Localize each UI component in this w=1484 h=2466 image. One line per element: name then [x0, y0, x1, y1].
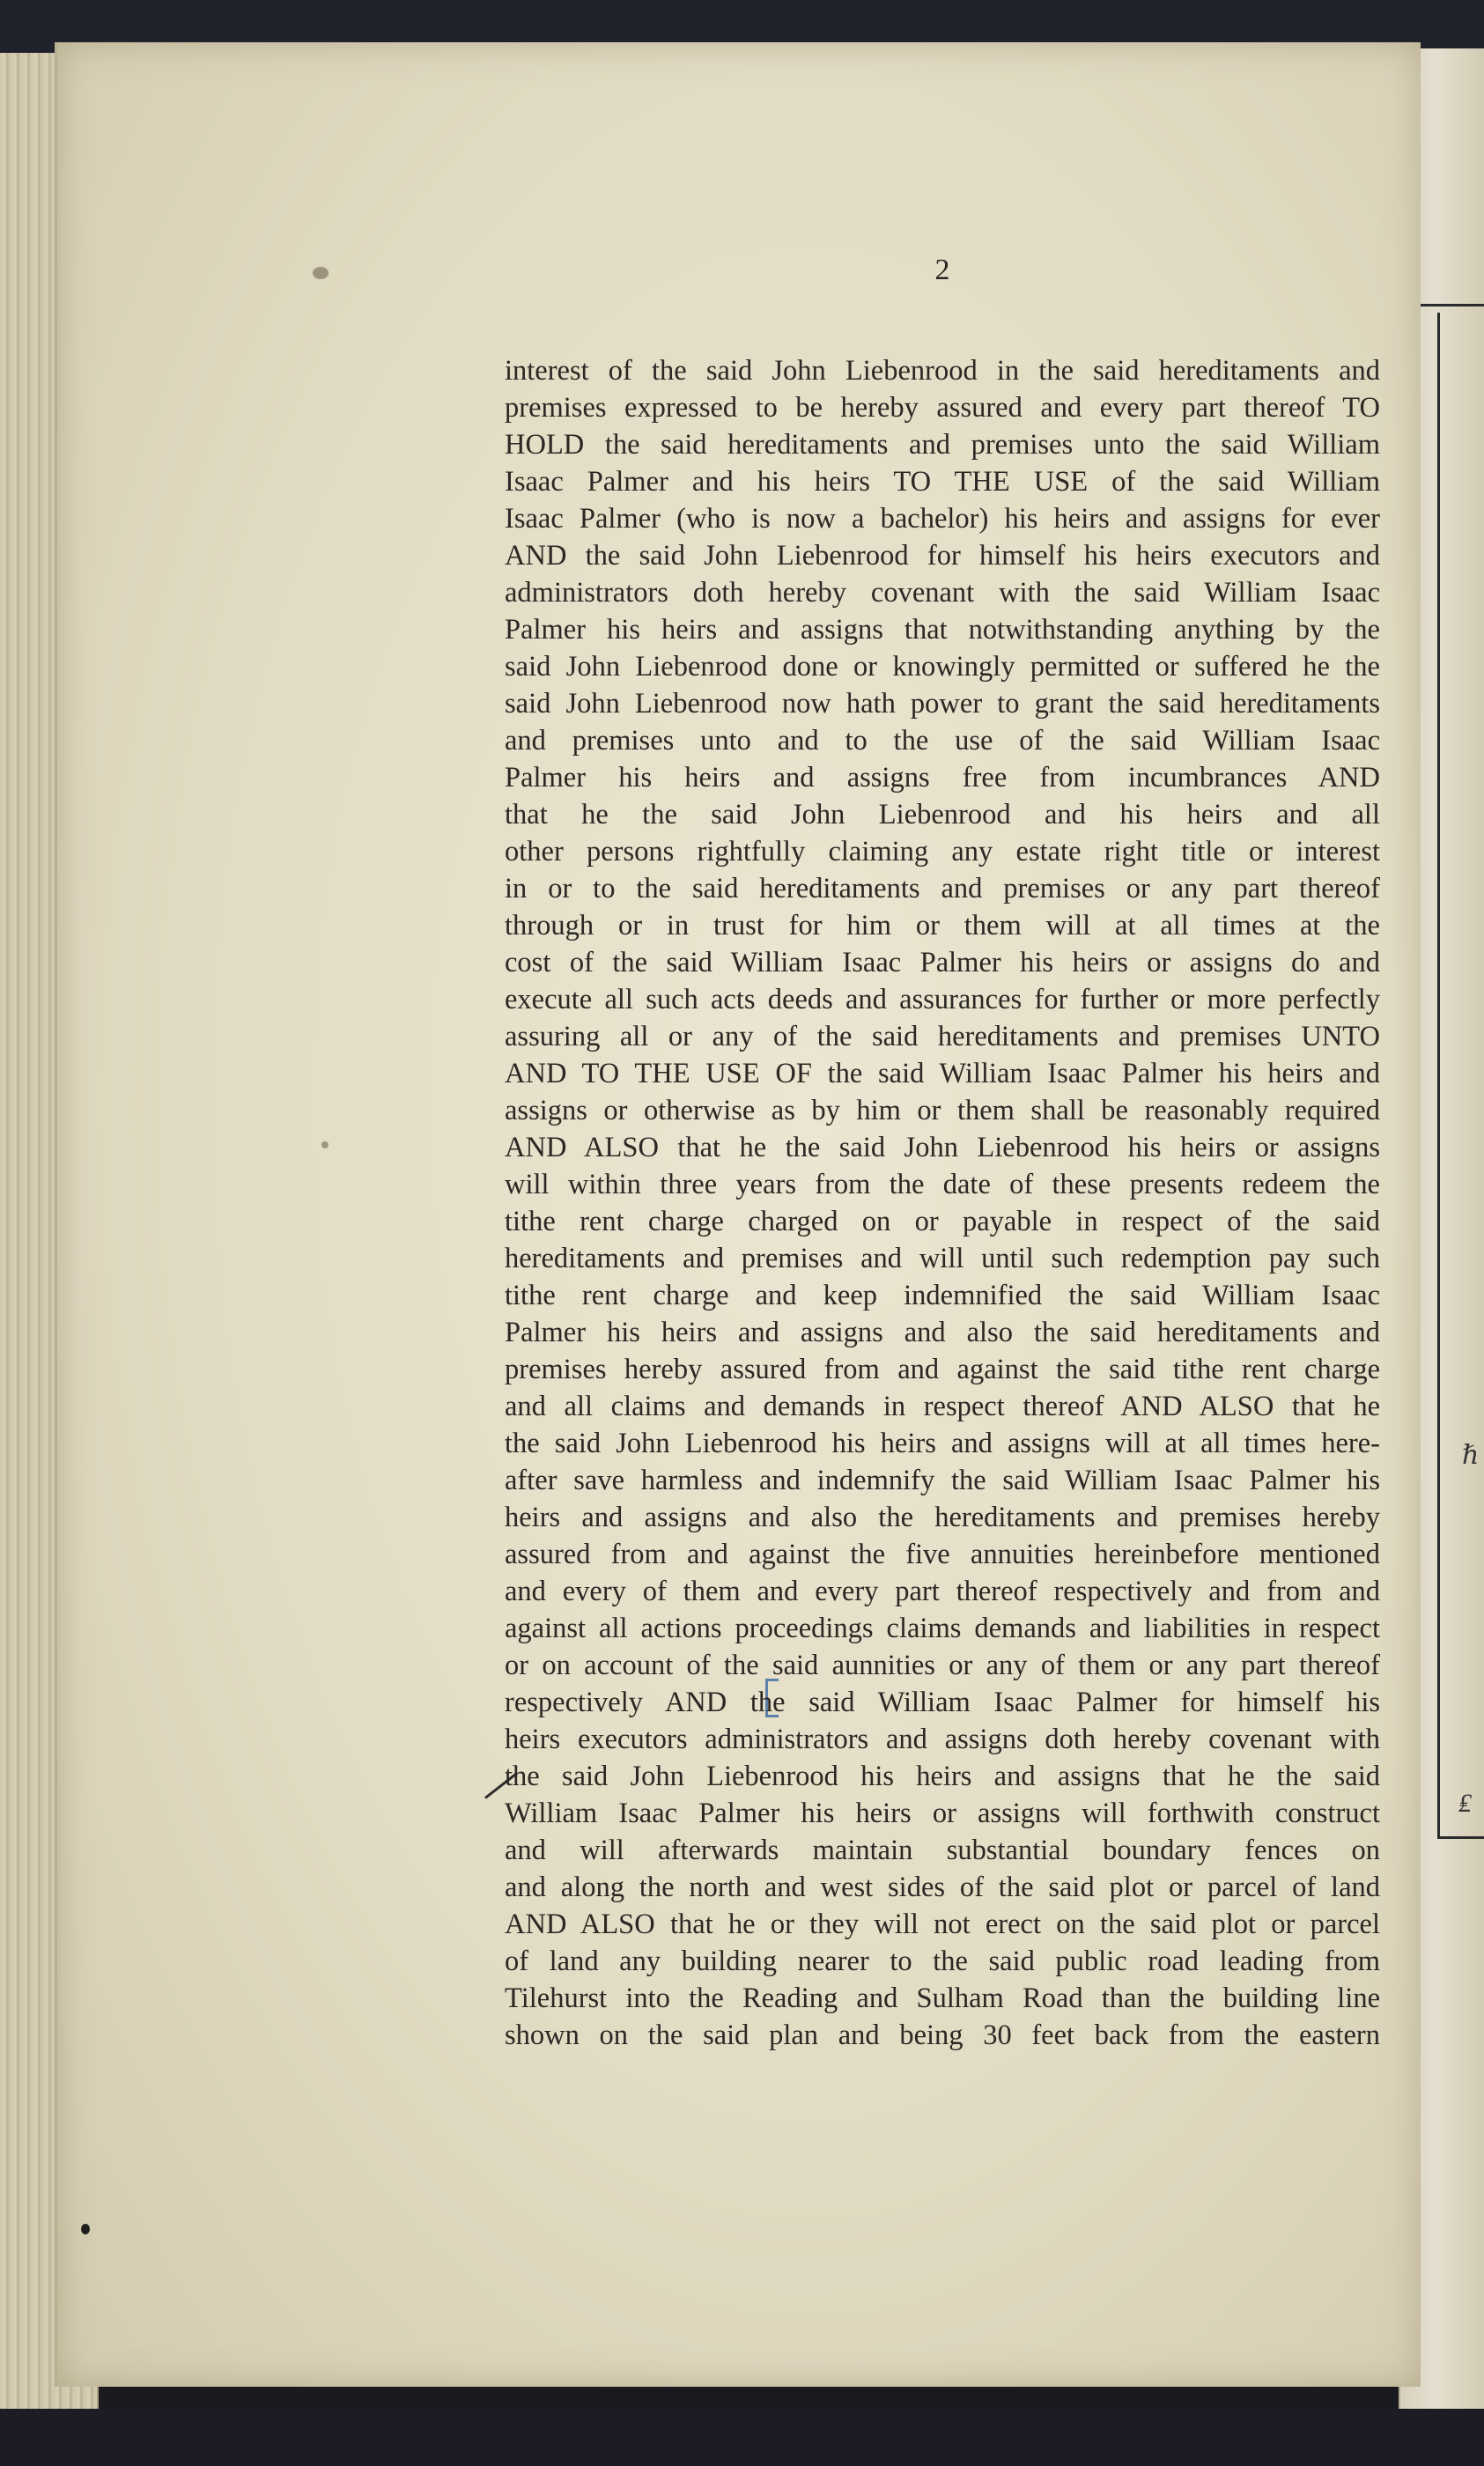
text-line: shown on the said plan and being 30 feet back from the eastern	[505, 2019, 1380, 2051]
text-line: in or to the said hereditaments and premises or any part thereof	[505, 873, 1380, 904]
text-line: against all actions proceedings claims demands and liabilities in respect	[505, 1613, 1380, 1644]
text-line: the said John Liebenrood his heirs and assigns that he the said	[505, 1761, 1380, 1792]
ink-smudge	[321, 1141, 329, 1148]
plan-handwritten-mark: ℏ	[1462, 1440, 1480, 1471]
text-line: or on account of the said aunnities or any of them or any part thereof	[505, 1650, 1380, 1681]
plan-handwritten-mark: ₤	[1458, 1788, 1472, 1819]
text-line: Tilehurst into the Reading and Sulham Road than the building line	[505, 1982, 1380, 2014]
text-line: interest of the said John Liebenrood in the said hereditaments and	[505, 355, 1380, 387]
text-line: respectively AND the said William Isaac Palmer for himself his	[505, 1687, 1380, 1718]
text-line: premises expressed to be hereby assured and every part thereof TO	[505, 392, 1380, 424]
text-line: premises hereby assured from and against the said tithe rent charge	[505, 1354, 1380, 1385]
text-line: tithe rent charge and keep indemnified the said William Isaac	[505, 1280, 1380, 1311]
text-line: AND the said John Liebenrood for himself his heirs executors and	[505, 540, 1380, 572]
text-line: AND ALSO that he the said John Liebenrood his heirs or assigns	[505, 1132, 1380, 1163]
text-line: Isaac Palmer and his heirs TO THE USE of the said William	[505, 466, 1380, 498]
text-line: and will afterwards maintain substantial boundary fences on	[505, 1835, 1380, 1866]
plan-border-line	[1437, 313, 1440, 1836]
text-line: and every of them and every part thereof respectively and from and	[505, 1576, 1380, 1607]
text-line: hereditaments and premises and will until such redemption pay such	[505, 1243, 1380, 1274]
text-line: tithe rent charge charged on or payable in respect of the said	[505, 1206, 1380, 1237]
text-line: through or in trust for him or them will at all times at the	[505, 910, 1380, 941]
scan-background	[0, 2409, 1484, 2466]
text-line: Palmer his heirs and assigns and also the said hereditaments and	[505, 1317, 1380, 1348]
text-line: and along the north and west sides of the said plot or parcel of land	[505, 1872, 1380, 1903]
text-line: said John Liebenrood done or knowingly permitted or suffered he the	[505, 651, 1380, 683]
text-line: other persons rightfully claiming any estate right title or interest	[505, 836, 1380, 868]
text-line: after save harmless and indemnify the said William Isaac Palmer his	[505, 1465, 1380, 1496]
text-line: Palmer his heirs and assigns free from incumbrances AND	[505, 762, 1380, 794]
text-line: heirs executors administrators and assigns doth hereby covenant with	[505, 1724, 1380, 1755]
ink-smudge	[313, 267, 329, 279]
text-line: cost of the said William Isaac Palmer his heirs or assigns do and	[505, 947, 1380, 978]
text-line: HOLD the said hereditaments and premises unto the said William	[505, 429, 1380, 461]
text-line: execute all such acts deeds and assurances for further or more perfectly	[505, 984, 1380, 1015]
text-line: assuring all or any of the said hereditaments and premises UNTO	[505, 1021, 1380, 1052]
text-line: Isaac Palmer (who is now a bachelor) his heirs and assigns for ever	[505, 503, 1380, 535]
text-line: and all claims and demands in respect thereof AND ALSO that he	[505, 1391, 1380, 1422]
text-line: AND ALSO that he or they will not erect on the said plot or parcel	[505, 1909, 1380, 1940]
text-line: William Isaac Palmer his heirs or assigns will forthwith construct	[505, 1798, 1380, 1829]
text-line: and premises unto and to the use of the said William Isaac	[505, 725, 1380, 757]
text-line: said John Liebenrood now hath power to grant the said hereditaments	[505, 688, 1380, 720]
plan-border-line	[1437, 1836, 1484, 1839]
text-line: will within three years from the date of these presents redeem the	[505, 1169, 1380, 1200]
binding-hole	[81, 2224, 90, 2234]
text-line: the said John Liebenrood his heirs and assigns will at all times here-	[505, 1428, 1380, 1459]
text-line: that he the said John Liebenrood and his heirs and all	[505, 799, 1380, 831]
text-line: assured from and against the five annuities hereinbefore mentioned	[505, 1539, 1380, 1570]
page-number: 2	[934, 254, 950, 286]
text-line: assigns or otherwise as by him or them shall be reasonably required	[505, 1095, 1380, 1126]
text-line: AND TO THE USE OF the said William Isaac Palmer his heirs and	[505, 1058, 1380, 1089]
text-line: administrators doth hereby covenant with the said William Isaac	[505, 577, 1380, 609]
text-line: of land any building nearer to the said public road leading from	[505, 1945, 1380, 1977]
text-line: Palmer his heirs and assigns that notwithstanding anything by the	[505, 614, 1380, 646]
deed-body-text	[505, 352, 1380, 2054]
text-line: heirs and assigns and also the hereditaments and premises hereby	[505, 1502, 1380, 1533]
